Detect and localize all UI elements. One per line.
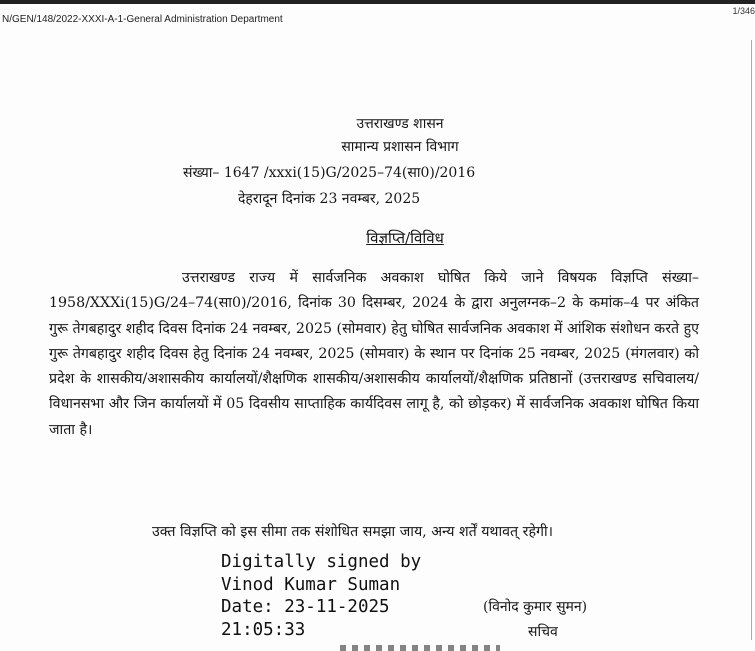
top-border	[0, 0, 755, 4]
department-heading: सामान्य प्रशासन विभाग	[341, 139, 459, 155]
digital-signature-line-2: Vinod Kumar Suman	[221, 574, 401, 595]
government-heading: उत्तराखण्ड शासन	[356, 116, 444, 132]
place-date: देहरादून दिनांक 23 नवम्बर, 2025	[238, 191, 421, 207]
body-paragraph-2: उक्त विज्ञप्ति को इस सीमा तक संशोधित समझा जाय, अन्य शर्तें यथावत् रहेगी।	[152, 524, 554, 540]
digital-signature-line-1: Digitally signed by	[221, 552, 422, 572]
digital-signature-line-4: 21:05:33	[221, 619, 306, 640]
page-reference: 1/346	[732, 6, 755, 16]
signatory-designation: सचिव	[528, 624, 558, 640]
digital-signature-line-3: Date: 23-11-2025	[221, 597, 390, 617]
digital-signature-block	[221, 551, 421, 641]
file-reference: N/GEN/148/2022-XXXI-A-1-General Administration Department	[2, 14, 283, 25]
body-paragraph-1: उत्तराखण्ड राज्य में सार्वजनिक अवकाश घोषित किये जाने विषयक विज्ञप्ति संख्या–1958/XXXi(15)G/24–74(सा0)/2016, दिनांक 30 दिसम्बर, 2024 के द्वारा अनुलग्नक–2 के कमांक–4 पर अंकित गुरू तेगबहादुर शहीद दिवस दिनांक 24 नवम्बर, 2025 (सोमवार) हेतु घोषित सार्वजनिक अवकाश में आंशिक संशोधन करते हुए गुरू तेगबहादुर शहीद दिवस हेतु दिनांक 24 नवम्बर, 2025 (सोमवार) के स्थान पर दिनांक 25 नवम्बर, 2025 (मंगलवार) को प्रदेश के शासकीय/अशासकीय कार्यालयों/शैक्षणिक शासकीय/अशासकीय कार्यालयों/शैक्षणिक प्रतिष्ठानों (उत्तराखण्ड सचिवालय/विधानसभा और जिन कार्यालयों में 05 दिवसीय साप्ताहिक कार्यदिवस लागू है, को छोड़कर) में सार्वजनिक अवकाश घोषित किया जाता है।	[49, 270, 699, 438]
page-edge-line	[751, 40, 752, 640]
document-title: विज्ञप्ति/विविध	[366, 229, 444, 247]
notification-number: संख्या– 1647 /xxxi(15)G/2025–74(सा0)/2016	[183, 165, 476, 181]
cropped-text-fragment	[340, 645, 500, 651]
signatory-name: (विनोद कुमार सुमन)	[483, 599, 588, 615]
